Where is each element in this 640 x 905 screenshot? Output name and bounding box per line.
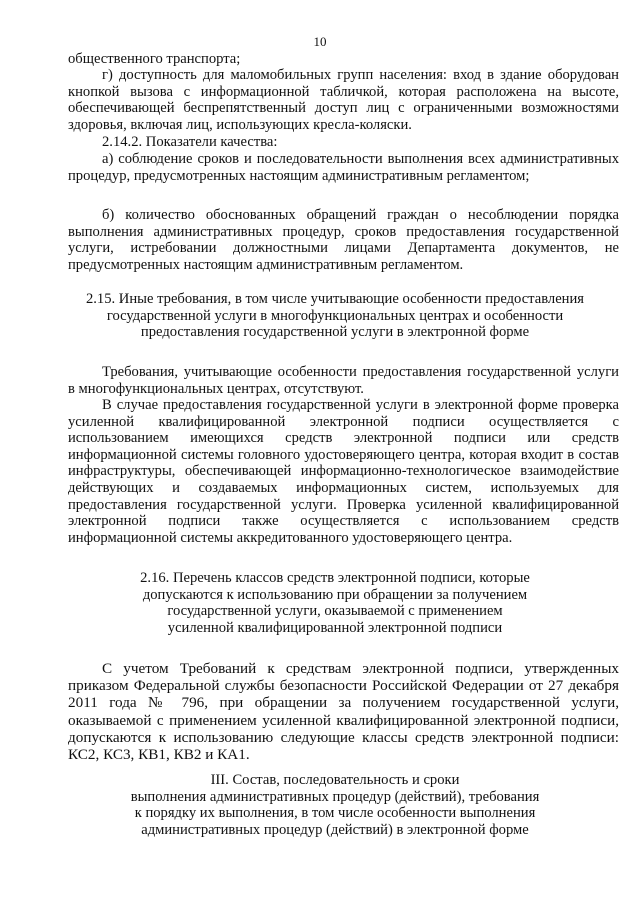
heading-line: усиленной квалифицированной электронной подписи xyxy=(167,619,503,636)
heading-line: допускаются к использованию при обращении за получением xyxy=(142,586,528,603)
paragraph-quality-a: а) соблюдение сроков и последовательности выполнения всех административных процедур, предусмотренных настоящим административным регламентом; xyxy=(68,151,619,184)
heading-line: к порядку их выполнения, в том числе особенности выполнения xyxy=(134,805,536,822)
section-heading-2-15 xyxy=(40,291,630,341)
page-number: 10 xyxy=(313,34,327,49)
paragraph-quality-indicators: 2.14.2. Показатели качества: xyxy=(102,134,278,150)
section-heading-iii xyxy=(40,772,630,838)
heading-line: выполнения административных процедур (действий), требования xyxy=(130,788,540,805)
heading-line: государственной услуги в многофункциональных центрах и особенности xyxy=(106,307,564,324)
paragraph-transport: общественного транспорта; xyxy=(68,51,241,67)
heading-line: III. Состав, последовательность и сроки xyxy=(210,772,460,788)
paragraph-electronic-signature-check: В случае предоставления государственной услуги в электронной форме проверка усиленной квалифицированной электронной подписи осуществляется с использованием имеющихся средств электронной подписи или средств информационной системы головного удостоверяющего центра, которая входит в состав инфраструктуры, обеспечивающей информационно-технологическое взаимодействие действующих и создаваемых информационных систем, используемых для предоставления государственной услуги. Проверка усиленной квалифицированной электронной подписи также осуществляется с использованием средств информационной системы аккредитованного удостоверяющего центра. xyxy=(68,397,619,546)
heading-line: предоставления государственной услуги в электронной форме xyxy=(140,324,530,341)
section-heading-2-16 xyxy=(40,570,630,636)
heading-line: государственной услуги, оказываемой с применением xyxy=(167,603,503,620)
paragraph-quality-b: б) количество обоснованных обращений граждан о несоблюдении порядка выполнения административных процедур, сроков предоставления государственной услуги, истребовании должностными лицами Департамента документов, не предусмотренных настоящим административным регламентом. xyxy=(68,207,619,273)
paragraph-signature-classes: С учетом Требований к средствам электронной подписи, утвержденных приказом Федеральной службы безопасности Российской Федерации от 27 декабря 2011 года № 796, при обращении за получением государственной услуги, оказываемой с применением усиленной квалифицированной электронной подписи, допускаются к использованию следующие классы средств электронной подписи: КС2, КС3, КВ1, КВ2 и КА1. xyxy=(68,660,619,764)
paragraph-mfc-requirements: Требования, учитывающие особенности предоставления государственной услуги в многофункциональных центрах, отсутствуют. xyxy=(68,364,619,397)
paragraph-accessibility: г) доступность для маломобильных групп населения: вход в здание оборудован кнопкой вызова с информационной табличкой, которая расположена на высоте, обеспечивающей беспрепятственный доступ лиц с ограниченными возможностями здоровья, включая лиц, использующих кресла-коляски. xyxy=(68,67,619,133)
heading-line: 2.15. Иные требования, в том числе учитывающие особенности предоставления xyxy=(85,291,585,307)
heading-line: административных процедур (действий) в электронной форме xyxy=(141,821,529,838)
heading-line: 2.16. Перечень классов средств электронной подписи, которые xyxy=(140,570,530,586)
